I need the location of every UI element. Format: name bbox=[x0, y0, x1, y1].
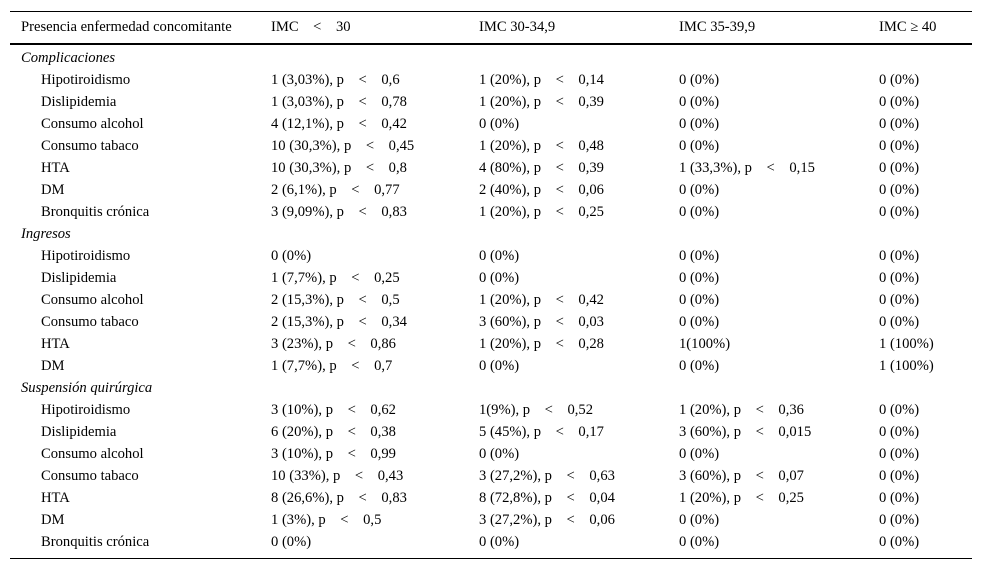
header-cell-imc-35-39: IMC 35-39,9 bbox=[679, 19, 756, 35]
cell-condition: Hipotiroidismo bbox=[41, 402, 131, 418]
cell-imc-30-34: 1 (20%), p < 0,48 bbox=[479, 138, 604, 154]
cell-imc-30-34: 1 (20%), p < 0,39 bbox=[479, 94, 604, 110]
cell-imc-35-39: 1 (33,3%), p < 0,15 bbox=[679, 160, 815, 176]
cell-imc-30-34: 0 (0%) bbox=[479, 534, 520, 550]
cell-imc-lt-30: 6 (20%), p < 0,38 bbox=[271, 424, 396, 440]
cell-condition: Bronquitis crónica bbox=[41, 534, 150, 550]
cell-imc-35-39: 0 (0%) bbox=[679, 314, 720, 330]
cell-imc-lt-30: 10 (33%), p < 0,43 bbox=[271, 468, 404, 484]
cell-imc-lt-30: 0 (0%) bbox=[271, 248, 312, 264]
cell-imc-ge-40: 0 (0%) bbox=[879, 72, 920, 88]
cell-imc-35-39: 0 (0%) bbox=[679, 248, 720, 264]
table-row bbox=[10, 245, 972, 267]
table-row bbox=[10, 201, 972, 223]
header-cell-imc-30-34: IMC 30-34,9 bbox=[479, 19, 556, 35]
cell-imc-ge-40: 1 (100%) bbox=[879, 358, 934, 374]
cell-imc-ge-40: 0 (0%) bbox=[879, 446, 920, 462]
table-row bbox=[10, 157, 972, 179]
cell-condition: Hipotiroidismo bbox=[41, 248, 131, 264]
cell-imc-lt-30: 10 (30,3%), p < 0,8 bbox=[271, 160, 407, 176]
cell-imc-35-39: 0 (0%) bbox=[679, 72, 720, 88]
cell-imc-ge-40: 0 (0%) bbox=[879, 116, 920, 132]
table-row bbox=[10, 135, 972, 157]
cell-imc-ge-40: 0 (0%) bbox=[879, 424, 920, 440]
cell-imc-30-34: 1 (20%), p < 0,14 bbox=[479, 72, 604, 88]
cell-imc-35-39: 0 (0%) bbox=[679, 116, 720, 132]
table-body bbox=[10, 45, 972, 558]
cell-imc-ge-40: 0 (0%) bbox=[879, 138, 920, 154]
cell-imc-ge-40: 0 (0%) bbox=[879, 402, 920, 418]
section-row bbox=[10, 377, 972, 399]
cell-condition: Consumo alcohol bbox=[41, 116, 144, 132]
cell-condition: Consumo tabaco bbox=[41, 138, 139, 154]
cell-imc-30-34: 5 (45%), p < 0,17 bbox=[479, 424, 604, 440]
cell-condition: Consumo tabaco bbox=[41, 468, 139, 484]
table-row bbox=[10, 487, 972, 509]
cell-imc-35-39: 0 (0%) bbox=[679, 292, 720, 308]
table-row bbox=[10, 267, 972, 289]
cell-imc-30-34: 4 (80%), p < 0,39 bbox=[479, 160, 604, 176]
cell-imc-35-39: 0 (0%) bbox=[679, 138, 720, 154]
cell-imc-35-39: 0 (0%) bbox=[679, 270, 720, 286]
cell-imc-30-34: 1(9%), p < 0,52 bbox=[479, 402, 594, 418]
cell-imc-ge-40: 0 (0%) bbox=[879, 490, 920, 506]
cell-condition: HTA bbox=[41, 490, 70, 506]
table-row bbox=[10, 509, 972, 531]
table-row bbox=[10, 355, 972, 377]
cell-imc-ge-40: 0 (0%) bbox=[879, 534, 920, 550]
cell-imc-lt-30: 1 (3,03%), p < 0,6 bbox=[271, 72, 400, 88]
table-row bbox=[10, 333, 972, 355]
cell-imc-35-39: 0 (0%) bbox=[679, 446, 720, 462]
cell-imc-30-34: 0 (0%) bbox=[479, 446, 520, 462]
table-row bbox=[10, 443, 972, 465]
table-row bbox=[10, 465, 972, 487]
cell-imc-35-39: 1 (20%), p < 0,36 bbox=[679, 402, 804, 418]
cell-imc-30-34: 1 (20%), p < 0,42 bbox=[479, 292, 604, 308]
cell-imc-30-34: 0 (0%) bbox=[479, 116, 520, 132]
cell-imc-35-39: 1(100%) bbox=[679, 336, 731, 352]
cell-imc-ge-40: 0 (0%) bbox=[879, 512, 920, 528]
cell-imc-35-39: 3 (60%), p < 0,015 bbox=[679, 424, 812, 440]
cell-condition: Bronquitis crónica bbox=[41, 204, 150, 220]
table-row bbox=[10, 311, 972, 333]
table-row bbox=[10, 91, 972, 113]
cell-imc-lt-30: 2 (15,3%), p < 0,5 bbox=[271, 292, 400, 308]
cell-imc-30-34: 2 (40%), p < 0,06 bbox=[479, 182, 604, 198]
table-header-row bbox=[10, 12, 972, 45]
cell-imc-30-34: 0 (0%) bbox=[479, 270, 520, 286]
cell-imc-ge-40: 0 (0%) bbox=[879, 468, 920, 484]
section-row bbox=[10, 47, 972, 69]
cell-imc-lt-30: 3 (10%), p < 0,99 bbox=[271, 446, 396, 462]
cell-imc-lt-30: 1 (3%), p < 0,5 bbox=[271, 512, 382, 528]
cell-imc-30-34: 1 (20%), p < 0,25 bbox=[479, 204, 604, 220]
table-row bbox=[10, 179, 972, 201]
cell-condition: Hipotiroidismo bbox=[41, 72, 131, 88]
cell-condition: Dislipidemia bbox=[41, 424, 117, 440]
cell-imc-35-39: 3 (60%), p < 0,07 bbox=[679, 468, 804, 484]
cell-imc-30-34: 3 (60%), p < 0,03 bbox=[479, 314, 604, 330]
cell-imc-30-34: 1 (20%), p < 0,28 bbox=[479, 336, 604, 352]
cell-condition: DM bbox=[41, 512, 65, 528]
header-cell-imc-lt-30: IMC < 30 bbox=[271, 19, 351, 35]
cell-imc-ge-40: 1 (100%) bbox=[879, 336, 934, 352]
cell-imc-30-34: 0 (0%) bbox=[479, 248, 520, 264]
cell-imc-ge-40: 0 (0%) bbox=[879, 160, 920, 176]
cell-imc-35-39: 1 (20%), p < 0,25 bbox=[679, 490, 804, 506]
cell-imc-ge-40: 0 (0%) bbox=[879, 270, 920, 286]
cell-imc-35-39: 0 (0%) bbox=[679, 182, 720, 198]
cell-imc-lt-30: 2 (6,1%), p < 0,77 bbox=[271, 182, 400, 198]
cell-condition: Consumo tabaco bbox=[41, 314, 139, 330]
cell-condition: Consumo alcohol bbox=[41, 292, 144, 308]
table-row bbox=[10, 69, 972, 91]
cell-imc-lt-30: 1 (7,7%), p < 0,25 bbox=[271, 270, 400, 286]
cell-imc-ge-40: 0 (0%) bbox=[879, 248, 920, 264]
cell-imc-35-39: 0 (0%) bbox=[679, 94, 720, 110]
cell-imc-30-34: 0 (0%) bbox=[479, 358, 520, 374]
comorbidity-table bbox=[10, 11, 972, 559]
cell-condition: HTA bbox=[41, 160, 70, 176]
cell-imc-ge-40: 0 (0%) bbox=[879, 292, 920, 308]
table-row bbox=[10, 531, 972, 553]
header-cell-imc-ge-40: IMC ≥ 40 bbox=[879, 19, 937, 35]
cell-imc-ge-40: 0 (0%) bbox=[879, 204, 920, 220]
cell-imc-lt-30: 3 (23%), p < 0,86 bbox=[271, 336, 396, 352]
cell-condition: Dislipidemia bbox=[41, 270, 117, 286]
cell-imc-30-34: 8 (72,8%), p < 0,04 bbox=[479, 490, 615, 506]
cell-imc-30-34: 3 (27,2%), p < 0,63 bbox=[479, 468, 615, 484]
cell-imc-30-34: 3 (27,2%), p < 0,06 bbox=[479, 512, 615, 528]
section-row bbox=[10, 223, 972, 245]
cell-imc-lt-30: 2 (15,3%), p < 0,34 bbox=[271, 314, 407, 330]
cell-condition: HTA bbox=[41, 336, 70, 352]
cell-imc-lt-30: 0 (0%) bbox=[271, 534, 312, 550]
cell-imc-lt-30: 3 (10%), p < 0,62 bbox=[271, 402, 396, 418]
cell-condition: Dislipidemia bbox=[41, 94, 117, 110]
cell-imc-35-39: 0 (0%) bbox=[679, 534, 720, 550]
header-cell-condition: Presencia enfermedad concomitante bbox=[21, 19, 232, 35]
cell-imc-ge-40: 0 (0%) bbox=[879, 94, 920, 110]
cell-imc-35-39: 0 (0%) bbox=[679, 512, 720, 528]
cell-imc-lt-30: 10 (30,3%), p < 0,45 bbox=[271, 138, 415, 154]
cell-imc-lt-30: 1 (7,7%), p < 0,7 bbox=[271, 358, 393, 374]
cell-imc-lt-30: 1 (3,03%), p < 0,78 bbox=[271, 94, 407, 110]
cell-condition: DM bbox=[41, 182, 65, 198]
cell-imc-lt-30: 3 (9,09%), p < 0,83 bbox=[271, 204, 407, 220]
cell-imc-35-39: 0 (0%) bbox=[679, 358, 720, 374]
table-row bbox=[10, 289, 972, 311]
section-title: Ingresos bbox=[21, 226, 71, 242]
cell-imc-ge-40: 0 (0%) bbox=[879, 182, 920, 198]
section-title: Suspensión quirúrgica bbox=[21, 380, 153, 396]
table-row bbox=[10, 421, 972, 443]
cell-condition: Consumo alcohol bbox=[41, 446, 144, 462]
cell-imc-lt-30: 8 (26,6%), p < 0,83 bbox=[271, 490, 407, 506]
cell-imc-ge-40: 0 (0%) bbox=[879, 314, 920, 330]
cell-condition: DM bbox=[41, 358, 65, 374]
cell-imc-lt-30: 4 (12,1%), p < 0,42 bbox=[271, 116, 407, 132]
section-title: Complicaciones bbox=[21, 50, 116, 66]
table-row bbox=[10, 399, 972, 421]
cell-imc-35-39: 0 (0%) bbox=[679, 204, 720, 220]
table-row bbox=[10, 113, 972, 135]
